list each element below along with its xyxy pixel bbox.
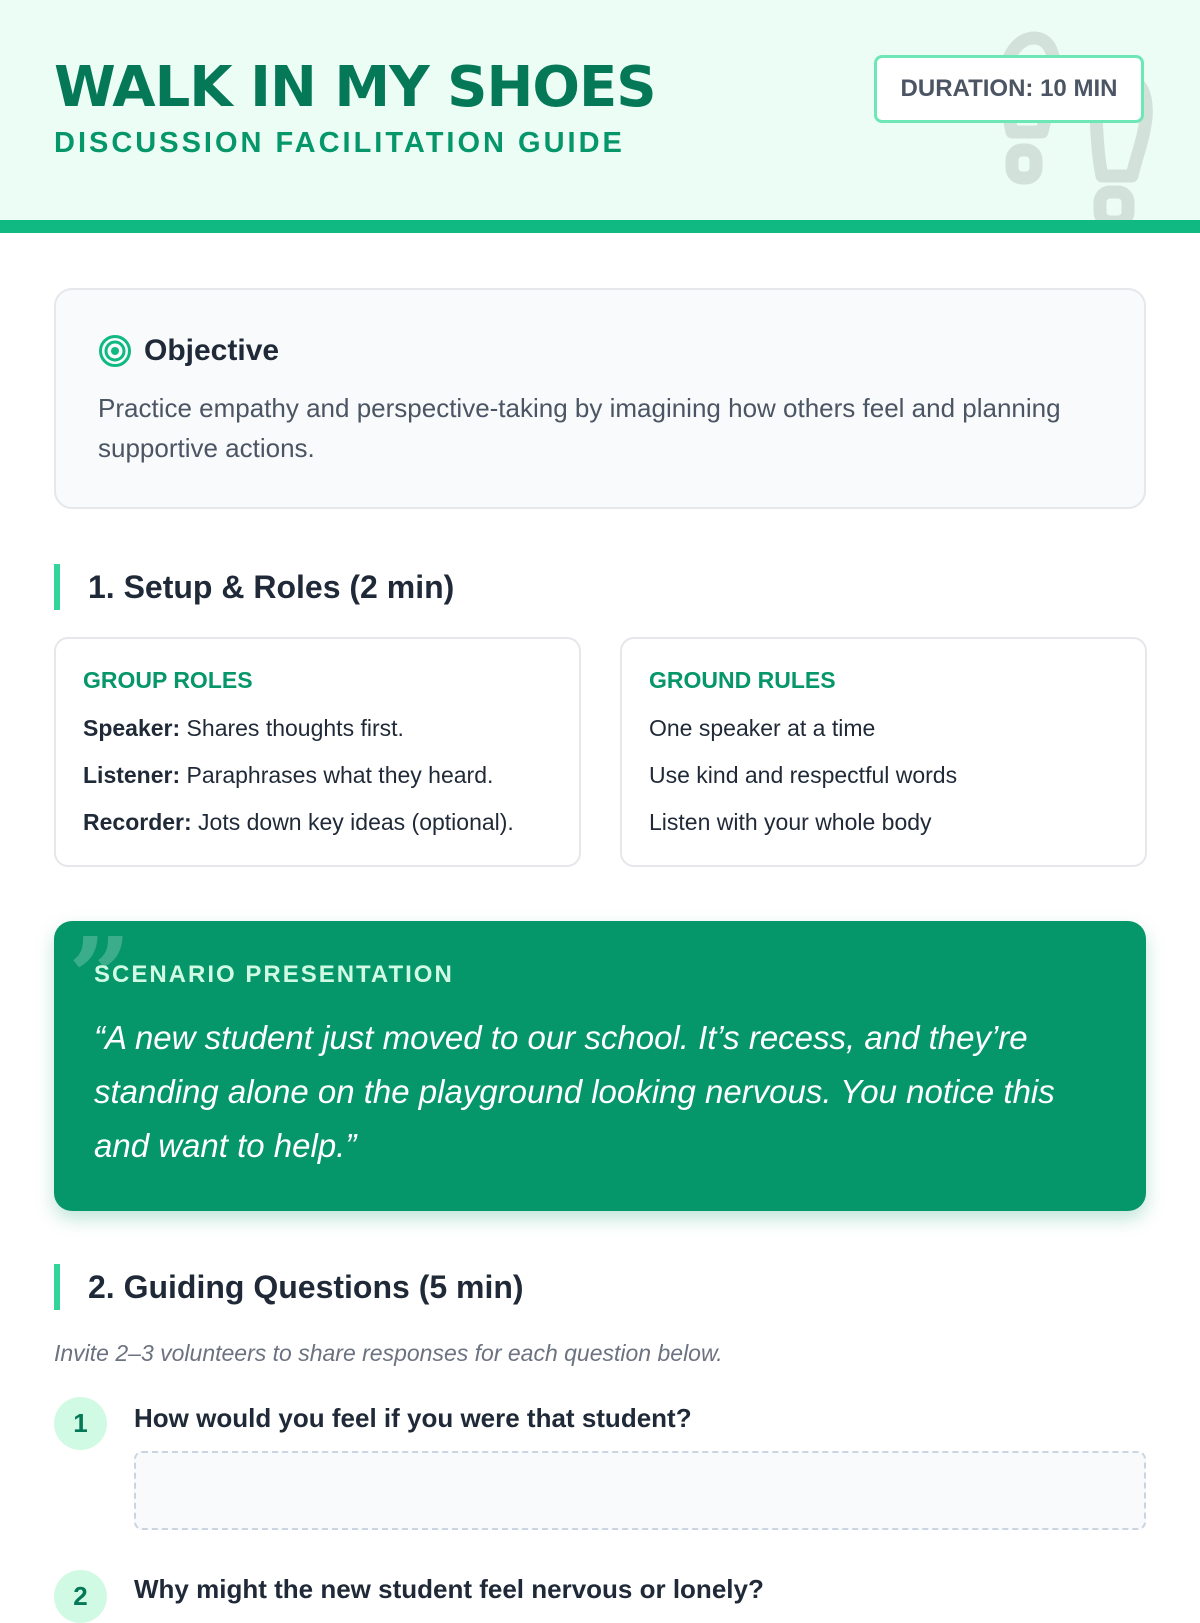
role-recorder: Recorder: Jots down key ideas (optional). bbox=[83, 809, 514, 835]
questions-hint: Invite 2–3 volunteers to share responses for each question below. bbox=[54, 1340, 723, 1366]
scenario-card bbox=[54, 913, 1146, 1211]
page-subtitle: DISCUSSION FACILITATION GUIDE bbox=[54, 127, 625, 159]
role-speaker: Speaker: Shares thoughts first. bbox=[83, 715, 404, 741]
duration-badge: DURATION: 10 MIN bbox=[874, 55, 1144, 123]
page-title: WALK IN MY SHOES bbox=[54, 55, 656, 120]
scenario-label: SCENARIO PRESENTATION bbox=[94, 961, 454, 988]
group-roles-card bbox=[54, 637, 581, 867]
question-number: 1 bbox=[54, 1397, 107, 1450]
group-roles-title: GROUP ROLES bbox=[83, 667, 253, 693]
objective-card bbox=[54, 288, 1146, 509]
section-heading-setup: 1. Setup & Roles (2 min) bbox=[54, 564, 454, 610]
answer-box[interactable] bbox=[134, 1451, 1146, 1530]
ground-rule-item: Use kind and respectful words bbox=[649, 762, 958, 788]
question-text: How would you feel if you were that student? bbox=[134, 1403, 692, 1433]
ground-rules-card bbox=[620, 637, 1147, 867]
scenario-text: “A new student just moved to our school. It’s recess, and they’re standing alone on the playground looking nervous. You notice this and want to help.” bbox=[94, 1019, 1055, 1164]
ground-rule-item: Listen with your whole body bbox=[649, 809, 932, 835]
ground-rule-item: One speaker at a time bbox=[649, 715, 876, 741]
quote-icon: ” bbox=[68, 913, 132, 1042]
question-text: Why might the new student feel nervous or lonely? bbox=[134, 1574, 764, 1604]
objective-title: Objective bbox=[144, 334, 280, 367]
objective-text: Practice empathy and perspective-taking by imagining how others feel and planning supportive actions. bbox=[98, 393, 1061, 463]
role-listener: Listener: Paraphrases what they heard. bbox=[83, 762, 494, 788]
ground-rules-title: GROUND RULES bbox=[649, 667, 836, 693]
question-number: 2 bbox=[54, 1570, 107, 1623]
header bbox=[0, 0, 1200, 233]
footprints-icon bbox=[976, 24, 1186, 224]
section-heading-questions: 2. Guiding Questions (5 min) bbox=[54, 1264, 524, 1310]
target-icon bbox=[98, 334, 132, 368]
